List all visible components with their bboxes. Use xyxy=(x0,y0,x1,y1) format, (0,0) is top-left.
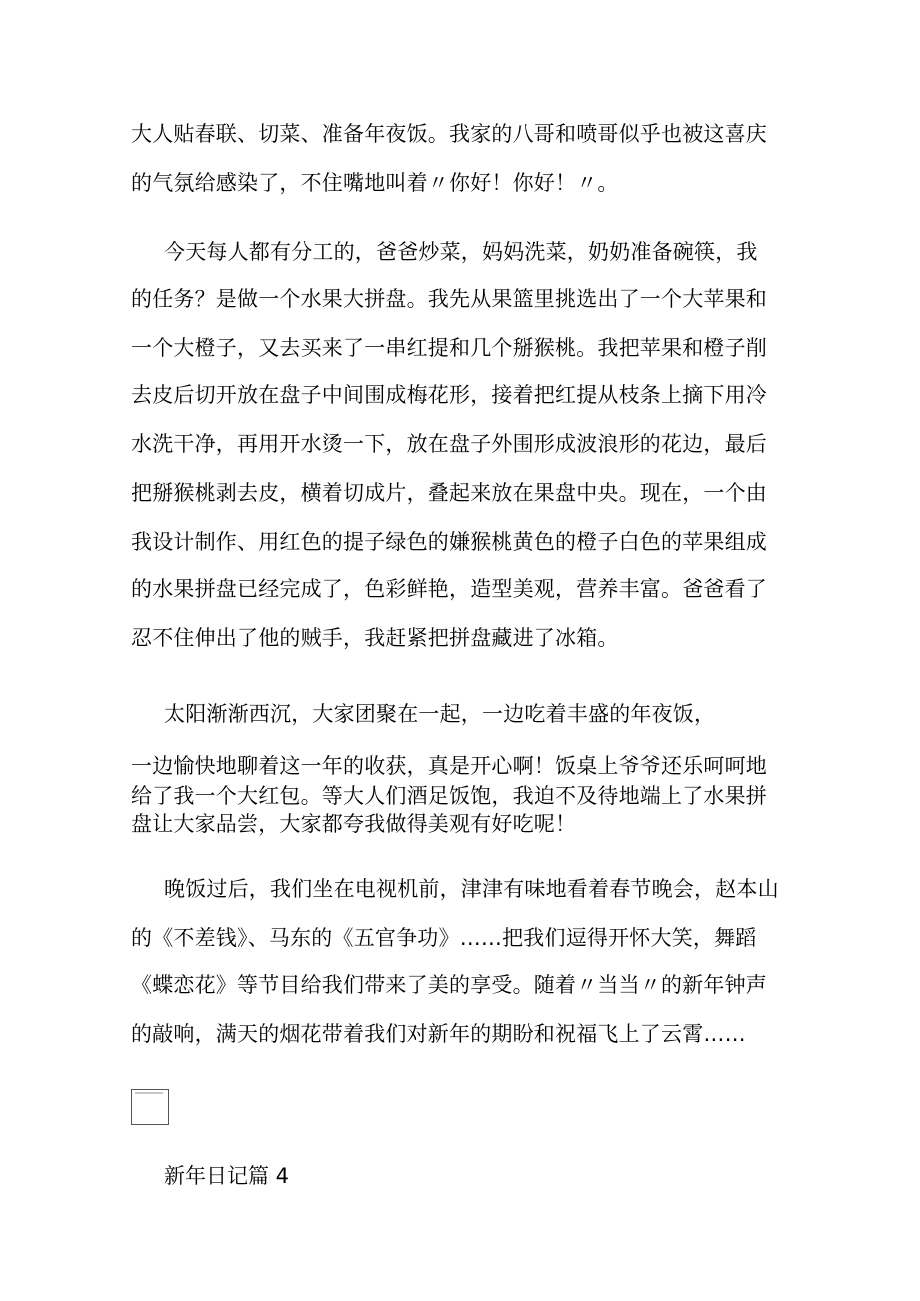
paragraph-3-line-4: 盘让大家品尝，大家都夸我做得美观有好吃呢！ xyxy=(131,812,577,836)
paragraph-2-line-5: 水洗干净，再用开水烫一下，放在盘子外围形成波浪形的花边，最后 xyxy=(131,432,767,456)
paragraph-2-line-1: 今天每人都有分工的，爸爸炒菜，妈妈洗菜，奶奶准备碗筷，我 xyxy=(164,240,758,264)
paragraph-2-line-8: 的水果拼盘已经完成了，色彩鲜艳，造型美观，营养丰富。爸爸看了 xyxy=(131,577,767,601)
paragraph-3-line-2: 一边愉快地聊着这一年的收获，真是开心啊！饭桌上爷爷还乐呵呵地 xyxy=(131,754,767,778)
paragraph-3-line-3: 给了我一个大红包。等大人们酒足饭饱，我迫不及待地端上了水果拼 xyxy=(131,784,767,808)
paragraph-4-line-3: 《蝶恋花》等节目给我们带来了美的享受。随着〃当当〃的新年钟声 xyxy=(131,973,767,997)
paragraph-4-line-4: 的敲响，满天的烟花带着我们对新年的期盼和祝福飞上了云霄…… xyxy=(131,1022,746,1046)
paragraph-2-line-4: 去皮后切开放在盘子中间围成梅花形，接着把红提从枝条上摘下用冷 xyxy=(131,383,767,407)
paragraph-1-line-1: 大人贴春联、切菜、准备年夜饭。我家的八哥和喷哥似乎也被这喜庆 xyxy=(131,122,767,146)
paragraph-3-line-1: 太阳渐渐西沉，大家团聚在一起，一边吃着丰盛的年夜饭， xyxy=(164,702,716,726)
paragraph-2-line-9: 忍不住伸出了他的贼手，我赶紧把拼盘藏进了冰箱。 xyxy=(131,626,619,650)
thumbnail-caption-strip xyxy=(135,1092,163,1094)
section-heading: 新年日记篇 4 xyxy=(164,1164,290,1188)
paragraph-4-line-2: 的《不差钱》、马东的《五官争功》……把我们逗得开怀大笑，舞蹈 xyxy=(131,926,757,950)
paragraph-2-line-6: 把掰猴桃剥去皮，横着切成片，叠起来放在果盘中央。现在，一个由 xyxy=(131,481,767,505)
paragraph-2-line-7: 我设计制作、用红色的提子绿色的嫌猴桃黄色的橙子白色的苹果组成 xyxy=(131,530,767,554)
embedded-image-thumbnail xyxy=(131,1089,169,1125)
paragraph-1-line-2: 的气氛给感染了，不住嘴地叫着〃你好！你好！〃。 xyxy=(131,171,619,195)
paragraph-4-line-1: 晚饭过后，我们坐在电视机前，津津有味地看着春节晚会，赵本山 xyxy=(164,877,779,901)
paragraph-2-line-3: 一个大橙子，又去买来了一串红提和几个掰猴桃。我把苹果和橙子削 xyxy=(131,336,767,360)
paragraph-2-line-2: 的任务？是做一个水果大拼盘。我先从果篮里挑选出了一个大苹果和 xyxy=(131,287,767,311)
